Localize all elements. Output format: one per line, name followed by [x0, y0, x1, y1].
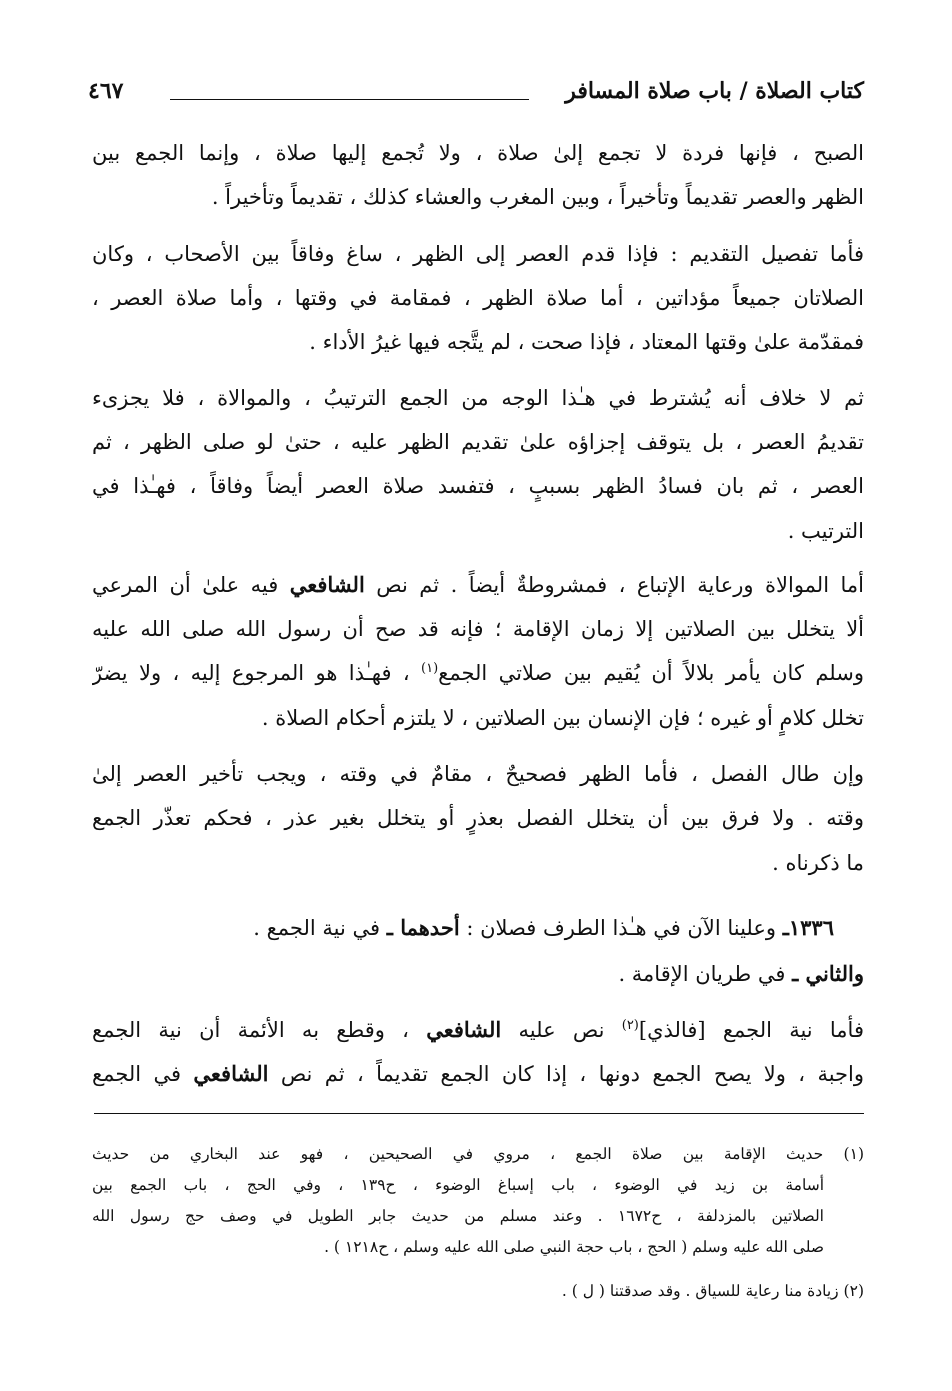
body-line: ثم لا خلاف أنه يُشترط في هـٰذا الوجه من الجمع الترتيبُ ، والموالاة ، فلا يجزىء: [92, 386, 864, 410]
footnote-line: (٢) زيادة منا رعاية للسياق . وقد صدقتنا ( ل ) .: [561, 1282, 864, 1300]
header-rule: [170, 99, 529, 100]
footnote-ref-2[interactable]: (٢): [621, 1018, 639, 1033]
section-heading: ١٣٣٦ـ وعلينا الآن في هـٰذا الطرف فصلان : أحدهما ـ في نية الجمع .: [253, 915, 834, 940]
body-line: أما الموالاة ورعاية الإتباع ، فمشروطةٌ أيضاً . ثم نص الشافعي فيه علىٰ أن المرعي: [92, 572, 864, 597]
body-line: الصبح ، فإنها فردة لا تجمع إلىٰ صلاة ، ولا تُجمع إليها صلاة ، وإنما الجمع بين: [92, 141, 864, 165]
body-line: تقديمُ العصر ، بل يتوقف إجزاؤه علىٰ تقديم الظهر عليه ، حتىٰ لو صلى الظهر ، ثم: [92, 430, 864, 454]
page-header: [88, 78, 864, 118]
footnote-line: (١) حديث الإقامة بين صلاة الجمع ، مروي في الصحيحين ، فهو عند البخاري من حديث: [92, 1145, 864, 1163]
body-line: ما ذكرناه .: [772, 851, 864, 875]
body-line: فأما تفصيل التقديم : فإذا قدم العصر إلى الظهر ، ساغ وفاقاً بين الأصحاب ، وكان: [92, 242, 864, 266]
body-line: ألا يتخلل بين الصلاتين إلا زمان الإقامة ؛ فإنه قد صح أن رسول الله صلى الله عليه: [92, 617, 864, 641]
body-line: والثاني ـ في طريان الإقامة .: [618, 961, 864, 986]
footnote-ref-1[interactable]: (١): [421, 661, 439, 676]
body-line: فمقدّمة علىٰ وقتها المعتاد ، فإذا صحت ، لم يتَّجه فيها غيرُ الأداء .: [309, 330, 864, 354]
footnote-line: صلى الله عليه وسلم ( الحج ، باب حجة النبي صلى الله عليه وسلم ، ح١٢١٨ ) .: [324, 1238, 824, 1256]
footnote-line: أسامة بن زيد في الوضوء ، باب إسباغ الوضوء ، ح١٣٩ ، وفي الحج ، باب الجمع بين: [92, 1176, 824, 1194]
body-line: وإن طال الفصل ، فأما الظهر فصحيحٌ ، مقامٌ في وقته ، ويجب تأخير العصر إلىٰ: [92, 762, 864, 786]
body-line: العصر ، ثم بان فسادُ الظهر بسببٍ ، فتفسد صلاة العصر أيضاً وفاقاً ، فهـٰذا في: [92, 474, 864, 498]
body-line: واجبة ، ولا يصح الجمع دونها ، إذا كان الجمع تقديماً ، ثم نص الشافعي في الجمع: [92, 1061, 864, 1086]
bold-term: الشافعي: [289, 572, 365, 597]
body-line: الصلاتان جميعاً مؤداتين ، أما صلاة الظهر ، فمقامة في وقتها ، وأما صلاة العصر ،: [92, 286, 864, 310]
running-title: كتاب الصلاة / باب صلاة المسافر: [565, 78, 864, 104]
body-line: وسلم كان يأمر بلالاً أن يُقيم بين صلاتي الجمع$^{(١)}$ ، فهـٰذا هو المرجوع إليه ، ولا يضرّ: [92, 661, 864, 685]
body-line: الظهر والعصر تقديماً وتأخيراً ، وبين المغرب والعشاء كذلك ، تقديماً وتأخيراً .: [211, 185, 864, 209]
section-number: ١٣٣٦ـ: [782, 915, 834, 940]
footnote-rule: [94, 1113, 864, 1114]
page-number: ٤٦٧: [88, 78, 124, 104]
body-line: الترتيب .: [787, 519, 864, 543]
footnote-line: الصلاتين بالمزدلفة ، ح١٦٧٢ . وعند مسلم من حديث جابر الطويل في وصف حج رسول الله: [92, 1207, 824, 1225]
body-line: وقته . ولا فرق بين أن يتخلل الفصل بعذرٍ أو يتخلل بغير عذر ، فحكم تعذّر الجمع: [92, 806, 864, 830]
body-line: تخلل كلامٍ أو غيره ؛ فإن الإنسان بين الصلاتين ، لا يلتزم أحكام الصلاة .: [261, 706, 864, 730]
body-line: فأما نية الجمع [فالذي]$^{(٢)}$ نص عليه الشافعي ، وقطع به الأئمة أن نية الجمع: [92, 1017, 864, 1042]
